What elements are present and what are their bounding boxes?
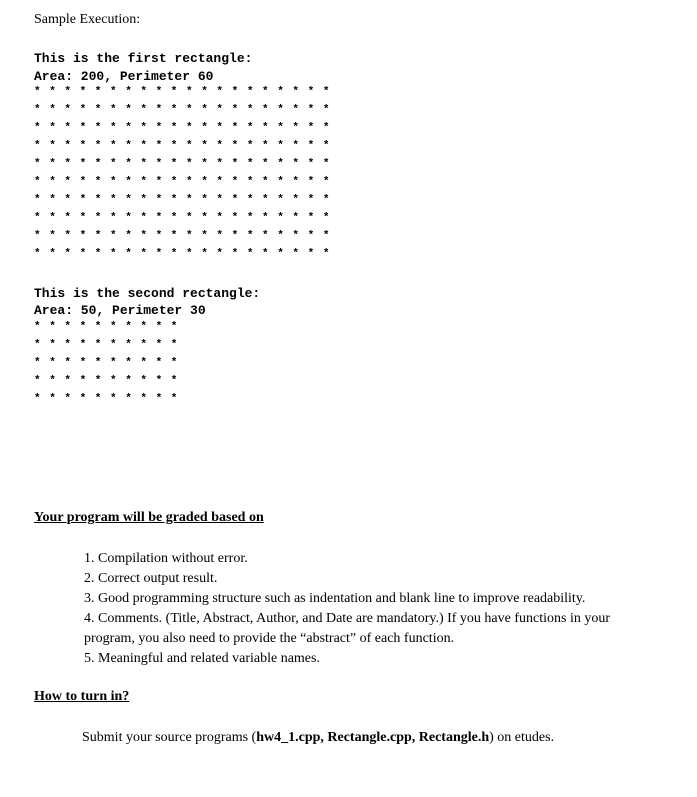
star-row: ******************** xyxy=(34,86,339,98)
star-row: ******************** xyxy=(34,104,339,116)
rect2-stats: Area: 50, Perimeter 30 xyxy=(34,303,206,318)
star-row: ******************** xyxy=(34,140,339,152)
star-row: ********** xyxy=(34,321,187,333)
star-row: ********** xyxy=(34,393,187,405)
grading-criteria-list xyxy=(84,549,664,669)
submit-instructions xyxy=(82,730,554,746)
star-row: ******************** xyxy=(34,122,339,134)
submit-files: hw4_1.cpp, Rectangle.cpp, Rectangle.h xyxy=(256,730,490,745)
star-row: ******************** xyxy=(34,248,339,260)
star-row: ******************** xyxy=(34,158,339,170)
star-row: ********** xyxy=(34,339,187,351)
criteria-item: 3. Good programming structure such as indentation and blank line to improve readability. xyxy=(84,591,586,606)
grading-heading: Your program will be graded based on xyxy=(34,510,264,525)
star-row: ******************** xyxy=(34,212,339,224)
criteria-item: 4. Comments. (Title, Abstract, Author, and Date are mandatory.) If you have functions in your program, you also need to provide the “abstract” of each function. xyxy=(84,611,611,646)
rect1-title: This is the first rectangle: xyxy=(34,51,253,66)
criteria-item: 2. Correct output result. xyxy=(84,571,218,586)
rect1-stats: Area: 200, Perimeter 60 xyxy=(34,69,214,84)
star-row: ********** xyxy=(34,357,187,369)
star-row: ******************** xyxy=(34,230,339,242)
criteria-item: 5. Meaningful and related variable names. xyxy=(84,651,320,666)
star-row: ******************** xyxy=(34,194,339,206)
rect2-title: This is the second rectangle: xyxy=(34,286,261,301)
turn-in-heading: How to turn in? xyxy=(34,689,130,704)
star-row: ********** xyxy=(34,375,187,387)
submit-prefix: Submit your source programs ( xyxy=(82,730,257,745)
sample-execution-heading: Sample Execution: xyxy=(34,12,141,27)
submit-suffix: ) on etudes. xyxy=(489,730,555,745)
star-row: ******************** xyxy=(34,176,339,188)
criteria-item: 1. Compilation without error. xyxy=(84,551,248,566)
